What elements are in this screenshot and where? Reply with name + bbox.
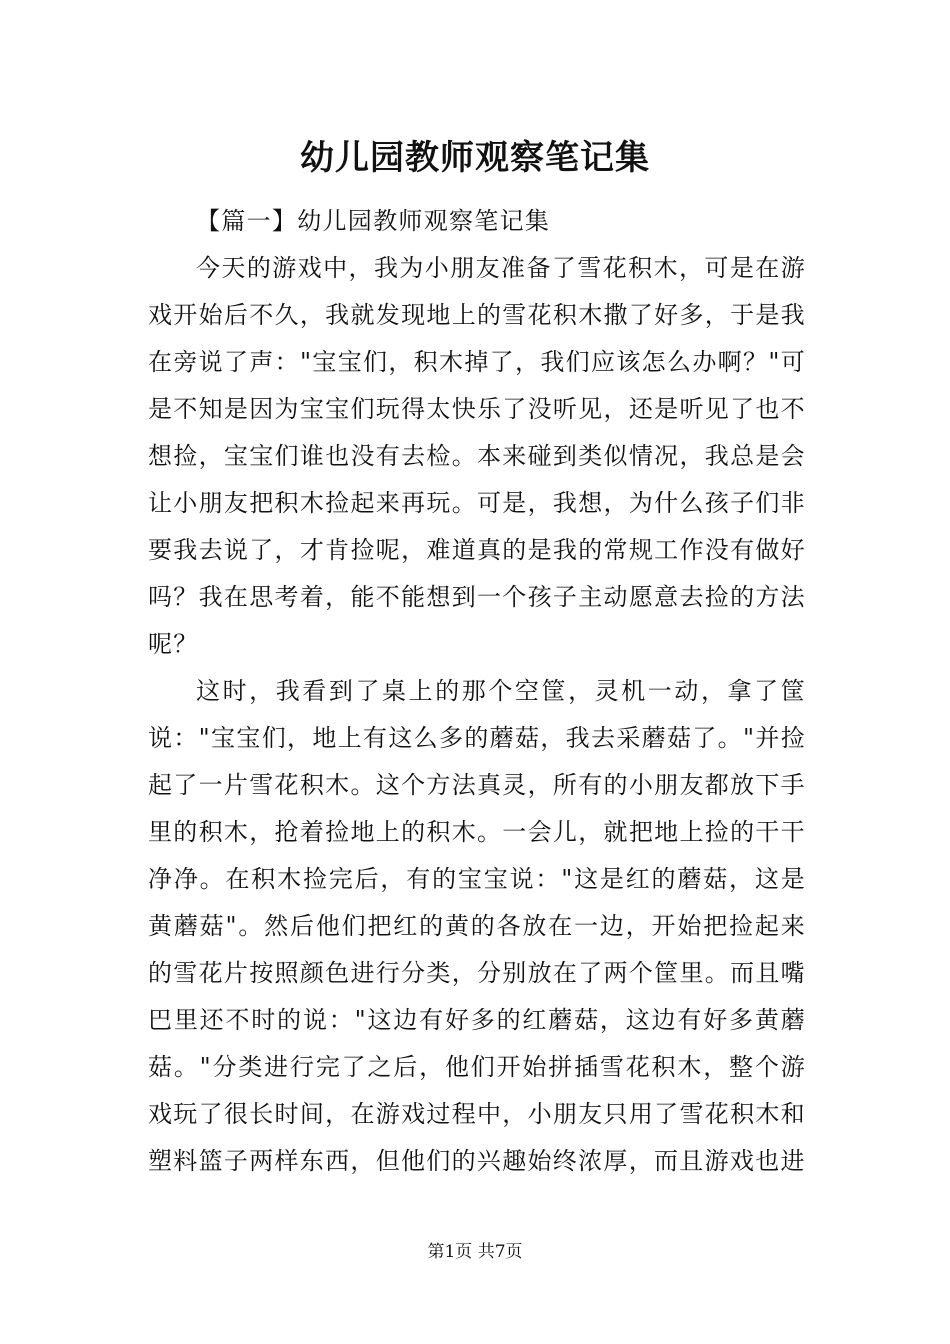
paragraph-2: 这时，我看到了桌上的那个空筐，灵机一动，拿了筐说："宝宝们，地上有这么多的蘑菇，我去采蘑菇了。"并捡起了一片雪花积木。这个方法真灵，所有的小朋友都放下手里的积木，抢着捡地上的积木。一会儿，就把地上捡的干干净净。在积木捡完后，有的宝宝说："这是红的蘑菇，这是黄蘑菇"。然后他们把红的黄的各放在一边，开始把捡起来的雪花片按照颜色进行分类，分别放在了两个筐里。而且嘴巴里还不时的说："这边有好多的红蘑菇，这边有好多黄蘑菇。"分类进行完了之后，他们开始拼插雪花积木，整个游戏玩了很长时间，在游戏过程中，小朋友只用了雪花积木和塑料篮子两样东西，但他们的兴趣始终浓厚，而且游戏也进	[148, 677, 806, 1175]
document-body	[148, 198, 806, 1185]
document-title: 幼儿园教师观察笔记集	[300, 138, 650, 178]
section-heading: 【篇一】幼儿园教师观察笔记集	[196, 207, 551, 235]
paragraph-1: 今天的游戏中，我为小朋友准备了雪花积木，可是在游戏开始后不久，我就发现地上的雪花积木撒了好多，于是我在旁说了声："宝宝们，积木掉了，我们应该怎么办啊？"可是不知是因为宝宝们玩得太快乐了没听见，还是听见了也不想捡，宝宝们谁也没有去检。本来碰到类似情况，我总是会让小朋友把积木捡起来再玩。可是，我想，为什么孩子们非要我去说了，才肯捡呢，难道真的是我的常规工作没有做好吗？我在思考着，能不能想到一个孩子主动愿意去捡的方法呢？	[148, 254, 806, 658]
page-footer: 第1页 共7页	[427, 1242, 523, 1262]
